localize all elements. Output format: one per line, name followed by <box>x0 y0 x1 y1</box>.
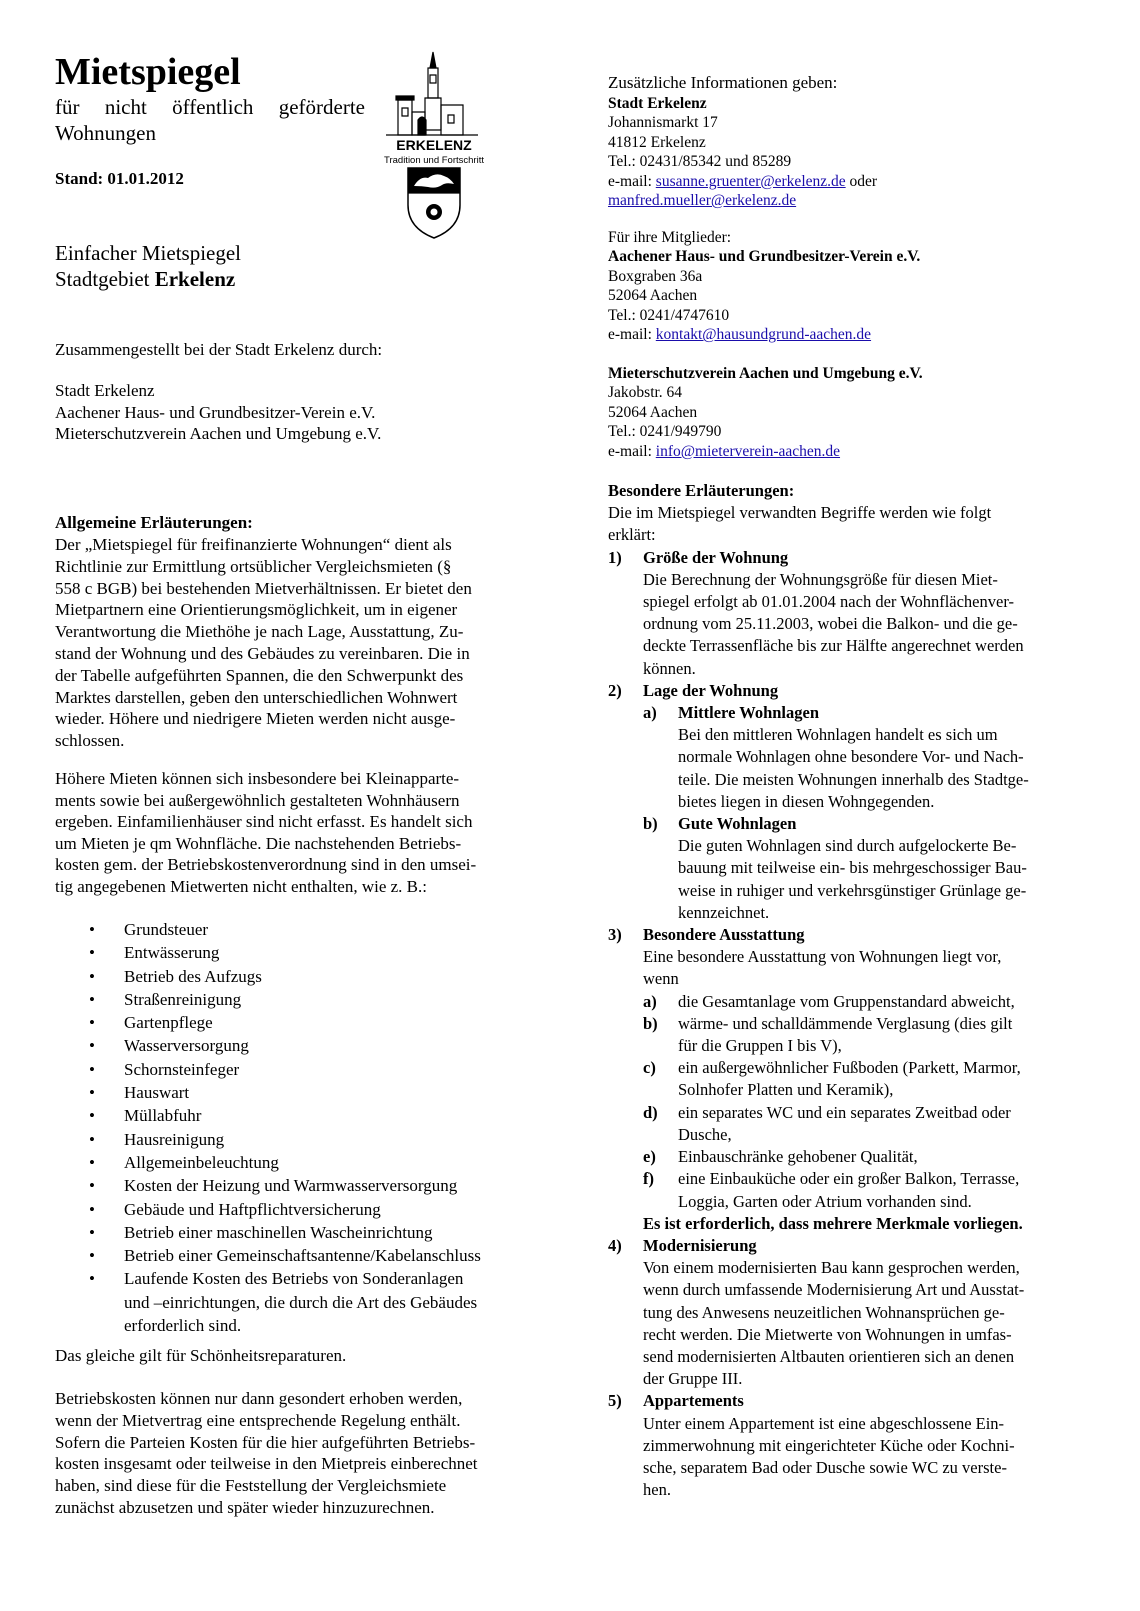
erkelenz-coat-of-arms-icon <box>378 50 490 240</box>
text-line: spiegel erfolgt ab 01.01.2004 nach der Wohnflächenver- <box>643 592 1014 612</box>
equipment-item-text: die Gesamtanlage vom Gruppenstandard abweicht, <box>678 991 1015 1011</box>
cost-list-item-text: Kosten der Heizung und Warmwasserversorgung <box>124 1176 458 1196</box>
cost-list-item-text: Betrieb einer maschinellen Wascheinrichtung <box>124 1222 433 1242</box>
bullet-icon: • <box>89 966 95 986</box>
cost-list-item-text: und –einrichtungen, die durch die Art des Gebäudes <box>124 1292 478 1312</box>
item-text <box>643 569 1093 680</box>
compiled-intro: Zusammengestellt bei der Stadt Erkelenz durch: <box>55 340 383 359</box>
contact-msv-name: Mieterschutzverein Aachen und Umgebung e.V. <box>608 365 923 382</box>
text-line: Der „Mietspiegel für freifinanzierte Wohnungen“ dient als <box>55 535 452 554</box>
text-line: ergeben. Einfamilienhäuser sind nicht erfasst. Es handelt sich <box>55 812 473 832</box>
members-intro: Für ihre Mitglieder: <box>608 229 732 246</box>
sub-label: b) <box>643 814 658 834</box>
cost-list-item <box>55 941 535 964</box>
general-para-3: Das gleiche gilt für Schönheitsreparaturen. <box>55 1346 347 1365</box>
special-item-4 <box>608 1235 1093 1390</box>
text-line: Verantwortung die Miethöhe je nach Lage, Ausstattung, Zu- <box>55 622 464 642</box>
item-title: Appartements <box>643 1391 744 1411</box>
text-line: tig angegebenen Mietwerten nicht enthalten, wie z. B.: <box>55 876 427 896</box>
contact-city-street: Johannismarkt 17 <box>608 114 718 132</box>
text-line: normale Wohnlagen ohne besondere Vor- und Nach- <box>678 747 1024 767</box>
text-line: kosten gem. der Betriebskostenverordnung sind in den umsei- <box>55 855 477 875</box>
special-heading: Besondere Erläuterungen: <box>608 481 795 500</box>
special-item-2 <box>608 680 1093 702</box>
text-line: deckte Terrassenfläche bis zur Hälfte angerechnet werden <box>643 636 1024 656</box>
cost-list-item-text: Laufende Kosten des Betriebs von Sonderanlagen <box>124 1269 464 1289</box>
cost-list-item-text: Betrieb einer Gemeinschaftsantenne/Kabelanschluss <box>124 1246 481 1266</box>
text-line: Richtlinie zur Ermittlung ortsüblicher Vergleichsmieten (§ <box>55 556 452 576</box>
area-prefix: Stadtgebiet <box>55 267 155 291</box>
bullet-icon: • <box>89 943 95 963</box>
contact-city-zip: 41812 Erkelenz <box>608 133 706 151</box>
bullet-icon: • <box>89 989 95 1009</box>
bullet-icon: • <box>89 1246 95 1266</box>
item-number: 2) <box>608 680 622 700</box>
text-line: kosten insgesamt oder teilweise in den Mietpreis einberechnet <box>55 1454 478 1474</box>
cost-list-item-text: Straßenreinigung <box>124 989 242 1009</box>
special-item-3 <box>608 924 1093 991</box>
subtitle-line-1: für nicht öffentlich geförderte <box>55 95 365 119</box>
item-text <box>643 946 1093 990</box>
mietspiegel-type: Einfacher Mietspiegel <box>55 241 242 265</box>
equipment-item <box>608 1102 1093 1146</box>
contacts-intro: Zusätzliche Informationen geben: <box>608 73 838 92</box>
bullet-icon: • <box>89 920 95 939</box>
cost-list-item-text: erforderlich sind. <box>124 1316 242 1336</box>
cost-list-item-text: Hauswart <box>124 1083 190 1103</box>
general-para-1 <box>55 534 535 752</box>
equipment-item-text: Dusche, <box>678 1124 732 1144</box>
sub-title: Mittlere Wohnlagen <box>678 703 820 723</box>
email-link-hug[interactable]: kontakt@hausundgrund-aachen.de <box>655 326 872 344</box>
equipment-item-text: wärme- und schalldämmende Verglasung (dies gilt <box>678 1013 1013 1033</box>
text-line: wenn durch umfassende Modernisierung Art und Ausstat- <box>643 1280 1025 1300</box>
item-text <box>643 1257 1093 1390</box>
text-line: Mietpartnern eine Orientierungsmöglichkeit, um in eigener <box>55 600 458 620</box>
bullet-icon: • <box>89 1222 95 1242</box>
stand-date: Stand: 01.01.2012 <box>55 169 184 188</box>
compiled-orgs <box>55 380 535 445</box>
item-title: Modernisierung <box>643 1235 757 1255</box>
text-line: wieder. Höhere und niedrigere Mieten werden nicht ausge- <box>55 709 456 729</box>
cost-list-item <box>55 918 535 941</box>
equipment-item-label: e) <box>643 1147 656 1167</box>
bullet-icon: • <box>89 1129 95 1149</box>
contact-hug <box>608 228 1093 344</box>
cost-list-item <box>55 1104 535 1127</box>
text-line: Unter einem Appartement ist eine abgeschlossene Ein- <box>643 1413 1005 1433</box>
contact-hug-tel: Tel.: 0241/4747610 <box>608 306 730 324</box>
text-line: der Tabelle aufgeführten Spannen, die den Schwerpunkt des <box>55 665 464 685</box>
text-line: wenn der Mietvertrag eine entsprechende Regelung enthält. <box>55 1410 461 1430</box>
text-line: Marktes darstellen, geben den unterschiedlichen Wohnwert <box>55 687 458 707</box>
text-line: Bei den mittleren Wohnlagen handelt es sich um <box>678 725 998 745</box>
logo-slogan: Tradition und Fortschritt <box>384 155 484 166</box>
logo-name: ERKELENZ <box>396 137 472 153</box>
text-line: zunächst abzusetzen und später wieder hinzuzurechnen. <box>55 1497 435 1517</box>
sub-text <box>678 835 1093 924</box>
cost-list-item <box>55 1128 535 1151</box>
email-link-manfred[interactable]: manfred.mueller@erkelenz.de <box>608 192 797 210</box>
text-line: der Gruppe III. <box>643 1369 743 1389</box>
area-city: Erkelenz <box>154 267 236 291</box>
contact-msv-zip: 52064 Aachen <box>608 403 698 421</box>
contact-hug-street: Boxgraben 36a <box>608 267 703 285</box>
text-line: recht werden. Die Mietwerte von Wohnungen in umfas- <box>643 1324 1012 1344</box>
email-link-msv[interactable]: info@mieterverein-aachen.de <box>655 442 841 460</box>
text-line: schlossen. <box>55 731 125 751</box>
special-section <box>608 480 1093 1501</box>
area-line <box>55 266 535 293</box>
item-title: Lage der Wohnung <box>643 680 779 700</box>
text-line: wenn <box>643 969 679 989</box>
equipment-item-text: ein außergewöhnlicher Fußboden (Parkett, Marmor, <box>678 1058 1021 1078</box>
text-line: Die guten Wohnlagen sind durch aufgelockerte Be- <box>678 836 1017 856</box>
email-prefix: e-mail: <box>608 172 656 190</box>
special-item-3-note: Es ist erforderlich, dass mehrere Merkmale vorliegen. <box>643 1213 1023 1233</box>
bullet-icon: • <box>89 1036 95 1056</box>
item-title: Größe der Wohnung <box>643 547 789 567</box>
email-prefix: e-mail: <box>608 442 656 460</box>
equipment-item-label: d) <box>643 1102 658 1122</box>
text-line: zimmerwohnung mit eingerichteter Küche oder Kochni- <box>643 1435 1015 1455</box>
cost-list-item <box>55 1221 535 1244</box>
cost-list-item <box>55 1011 535 1034</box>
contact-hug-name: Aachener Haus- und Grundbesitzer-Verein e.V. <box>608 248 921 266</box>
compiled-org: Mieterschutzverein Aachen und Umgebung e.V. <box>55 424 382 443</box>
erkelenz-logo <box>378 50 490 240</box>
text-line: sche, separatem Bad oder Dusche sowie WC zu verste- <box>643 1457 1007 1477</box>
cost-list-item-text: Gebäude und Haftpflichtversicherung <box>124 1199 381 1219</box>
equipment-item-label: c) <box>643 1058 656 1078</box>
contact-city-name: Stadt Erkelenz <box>608 95 707 112</box>
text-line: tung des Anwesens neuzeitlichen Wohnansprüchen ge- <box>643 1302 1005 1322</box>
sub-title: Gute Wohnlagen <box>678 814 797 834</box>
contact-city-tel: Tel.: 02431/85342 und 85289 <box>608 153 792 171</box>
bullet-icon: • <box>89 1106 95 1126</box>
contact-msv-street: Jakobstr. 64 <box>608 384 683 402</box>
cost-list-item <box>55 1081 535 1104</box>
bullet-icon: • <box>89 1083 95 1103</box>
subtitle-line-2: Wohnungen <box>55 121 156 145</box>
equipment-item <box>608 991 1093 1013</box>
contact-msv <box>608 364 1093 461</box>
contact-city <box>608 94 1093 210</box>
text-line: können. <box>643 658 696 678</box>
sub-text <box>678 724 1093 813</box>
page-title: Mietspiegel <box>55 51 241 93</box>
special-item-3-list <box>608 991 1093 1213</box>
compiled-org: Stadt Erkelenz <box>55 381 155 400</box>
sub-label: a) <box>643 703 657 723</box>
text-line: haben, sind diese für die Feststellung der Vergleichsmiete <box>55 1476 447 1496</box>
cost-list-item <box>55 1267 535 1337</box>
text-line: Von einem modernisierten Bau kann gesprochen werden, <box>643 1258 1020 1278</box>
equipment-item-text: für die Gruppen I bis V), <box>678 1036 842 1056</box>
bullet-icon: • <box>89 1152 95 1172</box>
text-line: Eine besondere Ausstattung von Wohnungen liegt vor, <box>643 947 1002 967</box>
text-line: stand der Wohnung und des Gebäudes zu vereinbaren. Die in <box>55 643 470 663</box>
text-line: erklärt: <box>608 525 656 545</box>
equipment-item-text: ein separates WC und ein separates Zweitbad oder <box>678 1102 1011 1122</box>
equipment-item <box>608 1168 1093 1212</box>
equipment-item <box>608 1057 1093 1101</box>
contact-hug-zip: 52064 Aachen <box>608 287 698 305</box>
bullet-icon: • <box>89 1176 95 1196</box>
contact-msv-tel: Tel.: 0241/949790 <box>608 423 722 441</box>
bullet-icon: • <box>89 1269 95 1289</box>
text-line: Die im Mietspiegel verwandten Begriffe werden wie folgt <box>608 503 992 523</box>
special-item-2a <box>608 702 1093 813</box>
cost-list-item-text: Allgemeinbeleuchtung <box>124 1152 279 1172</box>
cost-list-item-text: Hausreinigung <box>124 1129 225 1149</box>
equipment-item-label: a) <box>643 991 657 1011</box>
special-item-1 <box>608 547 1093 680</box>
cost-list-item <box>55 1058 535 1081</box>
cost-list-item <box>55 988 535 1011</box>
cost-list-item-text: Grundsteuer <box>124 920 209 939</box>
cost-list-item <box>55 1174 535 1197</box>
item-number: 3) <box>608 925 622 945</box>
text-line: hen. <box>643 1480 671 1500</box>
contact-hug-email-line <box>608 325 1093 344</box>
equipment-item-label: f) <box>643 1169 654 1189</box>
text-line: ments sowie bei außergewöhnlich gestalteten Wohnhäusern <box>55 790 460 810</box>
text-line: weise in ruhiger und verkehrsgünstiger Grünlage ge- <box>678 880 1027 900</box>
item-number: 5) <box>608 1391 622 1411</box>
cost-list-item-text: Schornsteinfeger <box>124 1059 240 1079</box>
email-link-susanne[interactable]: susanne.gruenter@erkelenz.de <box>655 172 846 190</box>
equipment-item <box>608 1146 1093 1168</box>
email-join: oder <box>845 172 878 190</box>
cost-list-item <box>55 965 535 988</box>
text-line: bietes liegen in diesen Wohngegenden. <box>678 791 935 811</box>
text-line: bauung mit teilweise ein- bis mehrgeschossiger Bau- <box>678 858 1027 878</box>
contact-msv-email-line <box>608 442 1093 461</box>
bullet-icon: • <box>89 1059 95 1079</box>
equipment-item-label: b) <box>643 1013 658 1033</box>
compiled-org: Aachener Haus- und Grundbesitzer-Verein e.V. <box>55 402 376 422</box>
special-item-2b <box>608 813 1093 924</box>
item-number: 4) <box>608 1235 622 1255</box>
equipment-item-text: eine Einbauküche oder ein großer Balkon, Terrasse, <box>678 1169 1020 1189</box>
email-prefix: e-mail: <box>608 326 656 344</box>
equipment-item-text: Loggia, Garten oder Atrium vorhanden sind. <box>678 1191 972 1211</box>
cost-list-item <box>55 1151 535 1174</box>
text-line: send modernisierten Altbauten orientieren sich an denen <box>643 1346 1015 1366</box>
item-title: Besondere Ausstattung <box>643 925 805 945</box>
contact-city-email-line <box>608 172 1093 191</box>
bullet-icon: • <box>89 1199 95 1219</box>
equipment-item-text: Einbauschränke gehobener Qualität, <box>678 1147 918 1167</box>
equipment-item-text: Solnhofer Platten und Keramik), <box>678 1080 894 1100</box>
equipment-item <box>608 1013 1093 1057</box>
text-line: Sofern die Parteien Kosten für die hier aufgeführten Betriebs- <box>55 1432 476 1452</box>
text-line: Betriebskosten können nur dann gesondert erhoben werden, <box>55 1389 463 1408</box>
cost-list-item <box>55 1034 535 1057</box>
special-intro <box>608 502 1093 546</box>
cost-list <box>55 918 535 1337</box>
cost-list-item <box>55 1198 535 1221</box>
general-para-2 <box>55 768 535 898</box>
text-line: 558 c BGB) bei bestehenden Mietverhältnissen. Er bietet den <box>55 578 472 598</box>
item-text <box>643 1413 1093 1502</box>
special-item-5 <box>608 1390 1093 1501</box>
cost-list-item-text: Gartenpflege <box>124 1013 213 1033</box>
bullet-icon: • <box>89 1013 95 1033</box>
text-line: Die Berechnung der Wohnungsgröße für diesen Miet- <box>643 569 998 589</box>
cost-list-item-text: Entwässerung <box>124 943 220 963</box>
general-para-4 <box>55 1388 535 1519</box>
cost-list-item <box>55 1244 535 1267</box>
general-heading: Allgemeine Erläuterungen: <box>55 513 253 532</box>
text-line: teile. Die meisten Wohnungen innerhalb des Stadtge- <box>678 769 1029 789</box>
text-line: kennzeichnet. <box>678 902 770 922</box>
text-line: ordnung vom 25.11.2003, wobei die Balkon- und die ge- <box>643 614 1018 634</box>
cost-list-item-text: Wasserversorgung <box>124 1036 249 1056</box>
text-line: um Mieten je qm Wohnfläche. Die nachstehenden Betriebs- <box>55 833 462 853</box>
item-number: 1) <box>608 547 622 567</box>
cost-list-item-text: Betrieb des Aufzugs <box>124 966 262 986</box>
text-line: Höhere Mieten können sich insbesondere bei Kleinapparte- <box>55 769 460 788</box>
cost-list-item-text: Müllabfuhr <box>124 1106 202 1126</box>
